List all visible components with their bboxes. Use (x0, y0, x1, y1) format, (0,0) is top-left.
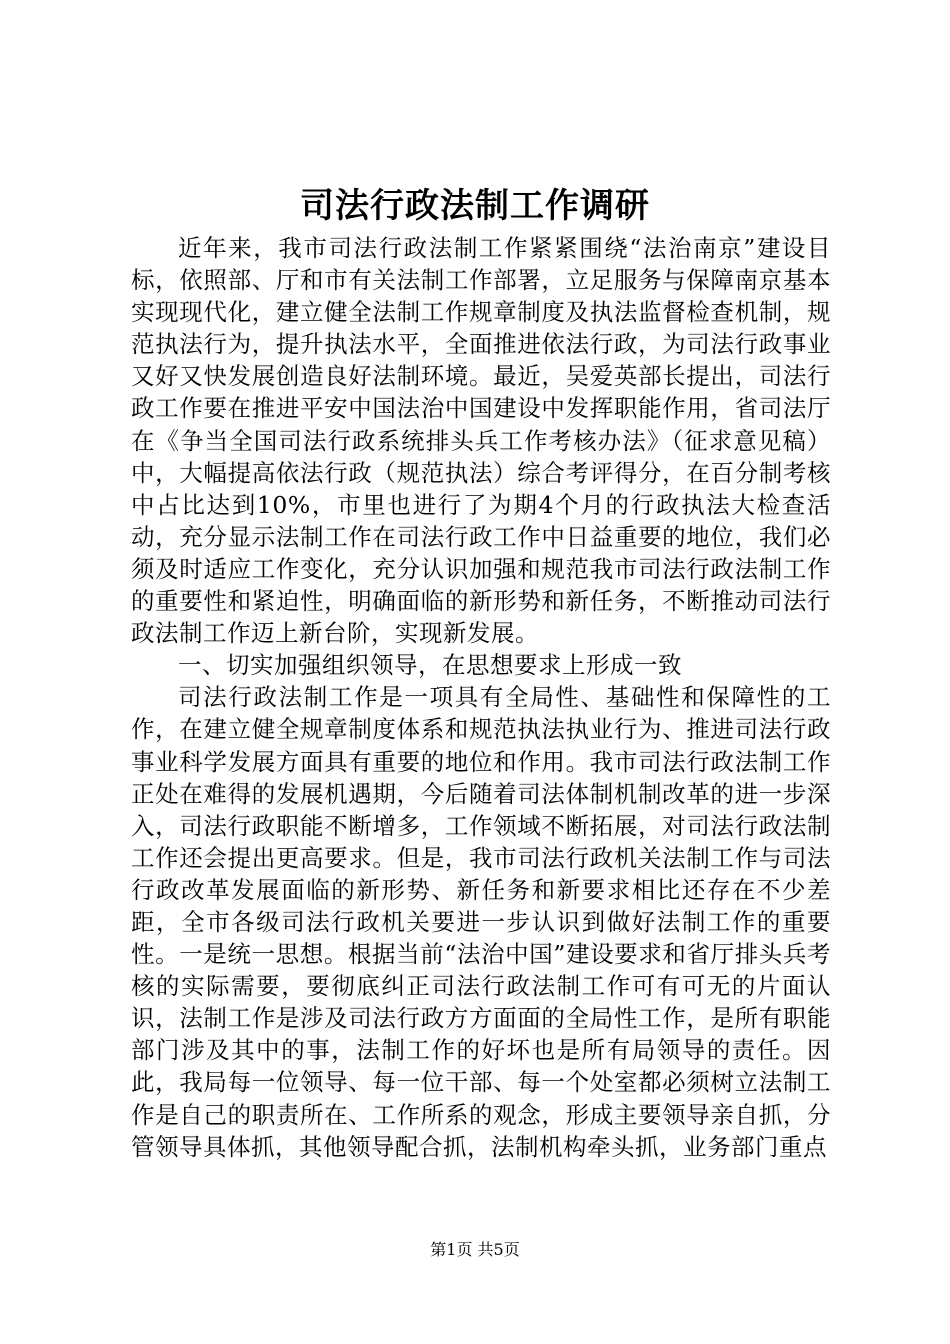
document-title: 司法行政法制工作调研 (300, 186, 650, 226)
section-paragraph: 司法行政法制工作是一项具有全局性、基础性和保障性的工作，在建立健全规章制度体系和规范执法执业行为、推进司法行政事业科学发展方面具有重要的地位和作用。我市司法行政法制工作正处在难得的发展机遇期，今后随着司法体制机制改革的进一步深入，司法行政职能不断增多，工作领域不断拓展，对司法行政法制工作还会提出更高要求。但是，我市司法行政机关法制工作与司法行政改革发展面临的新形势、新任务和新要求相比还存在不少差距，全市各级司法行政机关要进一步认识到做好法制工作的重要性。一是统一思想。根据当前“法治中国”建设要求和省厅排头兵考核的实际需要，要彻底纠正司法行政法制工作可有可无的片面认识，法制工作是涉及司法行政方方面面的全局性工作，是所有职能部门涉及其中的事，法制工作的好坏也是所有局领导的责任。因此，我局每一位领导、每一位干部、每一个处室都必须树立法制工作是自己的职责所在、工作所系的观念，形成主要领导亲自抓，分管领导具体抓，其他领导配合抓，法制机构牵头抓，业务部门重点 (131, 683, 831, 1161)
page-footer: 第1页 共5页 (430, 1240, 520, 1259)
document-body (131, 232, 831, 1163)
section-heading: 一、切实加强组织领导，在思想要求上形成一致 (178, 651, 682, 680)
intro-paragraph: 近年来，我市司法行政法制工作紧紧围绕“法治南京”建设目标，依照部、厅和市有关法制工作部署，立足服务与保障南京基本实现现代化，建立健全法制工作规章制度及执法监督检查机制，规范执法行为，提升执法水平，全面推进依法行政，为司法行政事业又好又快发展创造良好法制环境。最近，吴爱英部长提出，司法行政工作要在推进平安中国法治中国建设中发挥职能作用，省司法厅在《争当全国司法行政系统排头兵工作考核办法》（征求意见稿）中，大幅提高依法行政（规范执法）综合考评得分，在百分制考核中占比达到10%，市里也进行了为期4个月的行政执法大检查活动，充分显示法制工作在司法行政工作中日益重要的地位，我们必须及时适应工作变化，充分认识加强和规范我市司法行政法制工作的重要性和紧迫性，明确面临的新形势和新任务，不断推动司法行政法制工作迈上新台阶，实现新发展。 (131, 234, 831, 648)
